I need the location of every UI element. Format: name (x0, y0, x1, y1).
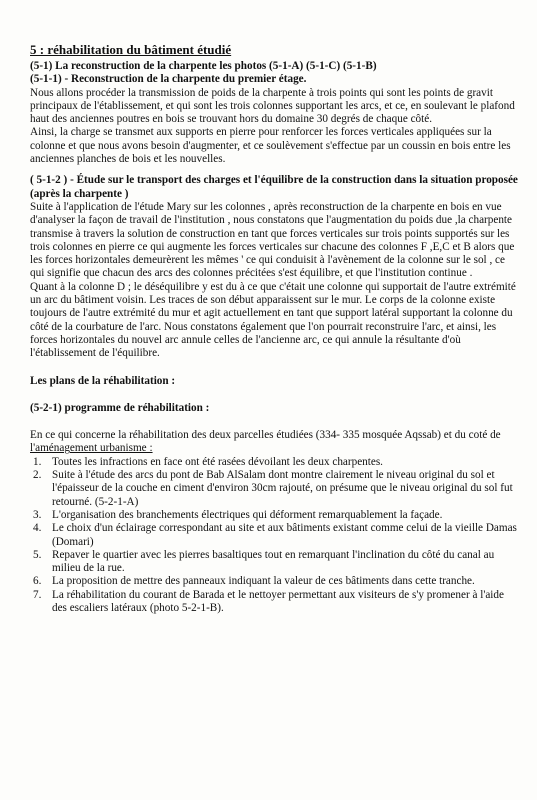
section-title: 5 : réhabilitation du bâtiment étudié (30, 42, 232, 57)
paragraph-2: Ainsi, la charge se transmet aux supports en pierre pour renforcer les forces verticales appliquées sur la colonne et que nous avons besoin d'augmenter, et ce soulèvement s'effectue par un coussin en bois entre les anciennes planches de bois et les nouvelles. (30, 126, 511, 166)
paragraph-1: Nous allons procéder la transmission de poids de la charpente à trois points qui sont les points de gravit principaux de l'établissement, et qui sont les trois colonnes supportant les arcs, et ce, en soulevant le plafond haut des anciennes poutres en bois se trouvant hors du domaine 30 degrés de chaque côté. (30, 86, 515, 126)
list-item-number: 7. (33, 588, 42, 601)
list-item-text: La réhabilitation du courant de Barada et le nettoyer permettant aux visiteurs de s'y promener à l'aide des escaliers latéraux (photo 5-2-1-B). (52, 588, 504, 614)
intro-paragraph (30, 429, 521, 456)
list-item-number: 5. (33, 548, 42, 561)
plans-heading: Les plans de la réhabilitation : (30, 374, 176, 387)
list-item-text: Suite à l'étude des arcs du pont de Bab AlSalam dont montre clairement le niveau original du sol et l'épaisseur de la couche en ciment d'environ 30cm rajouté, on présume que le niveau original du sol fut retourné. (5-2-1-A) (52, 469, 513, 508)
list-item-number: 4. (33, 522, 42, 535)
list-item-number: 2. (33, 469, 42, 482)
list-item-text: L'organisation des branchements électriques qui déforment remarquablement la façade. (52, 508, 443, 521)
list-item-number: 3. (33, 508, 42, 521)
list-item (30, 575, 521, 588)
list-item-text: Le choix d'un éclairage correspondant au site et aux bâtiments existant comme celui de la vieille Damas (Domari) (52, 522, 517, 548)
list-item (30, 589, 521, 616)
rehabilitation-list (30, 456, 521, 616)
list-item-number: 1. (33, 455, 42, 468)
subheading-5-1: (5-1) La reconstruction de la charpente les photos (5-1-A) (5-1-C) (5-1-B) (30, 60, 377, 72)
program-heading: (5-2-1) programme de réhabilitation : (30, 401, 210, 414)
subheading-5-1-2: ( 5-1-2 ) - Étude sur le transport des charges et l'équilibre de la construction dans la situation proposée (après la charpente ) (30, 174, 518, 200)
list-item (30, 509, 521, 522)
list-item (30, 549, 521, 576)
intro-text: En ce qui concerne la réhabilitation des deux parcelles étudiées (334- 335 mosquée Aqssab) et du coté de (30, 429, 501, 442)
list-item-text: Repaver le quartier avec les pierres basaltiques tout en remarquant l'inclination du côté du canal au milieu de la rue. (52, 548, 495, 575)
paragraph-3: Suite à l'application de l'étude Mary sur les colonnes , après reconstruction de la charpente en bois en vue d'analyser la façon de travail de l'institution , nous constatons que l'augmentation du poids due ,la charpente transmise à travers la solution de construction en tant que forces verticales sur trois points supportés sur les trois colonnes en pierre ce qui augmente les forces verticales sur chacune des colonnes F ,E,C et B alors que les forces horizontales demeurèrent les mêmes ' ce qui conduisit à l'avènement de la colonne sur le sol , ce qui signifie que chacun des arcs des colonnes précitées s'est équilibre, et que l'institution continue . (30, 200, 515, 280)
list-item (30, 469, 521, 509)
subheading-5-1-1: (5-1-1) - Reconstruction de la charpente du premier étage. (30, 73, 307, 86)
list-item-number: 6. (33, 575, 42, 588)
list-item-text: La proposition de mettre des panneaux indiquant la valeur de ces bâtiments dans cette tranche. (52, 575, 475, 588)
list-item (30, 456, 521, 469)
list-item (30, 522, 521, 549)
paragraph-4: Quant à la colonne D ; le déséquilibre y est du à ce que c'était une colonne qui supportait de l'autre extrémité un arc du bâtiment voisin. Les traces de son début apparaissent sur le mur. Le corps de la colonne existe toujours de l'autre extrémité du mur et agit actuellement en tant que support latéral supportant la colonne du côté de la courbature de l'arc. Nous constatons également que l'on pourrait reconstruire l'arc, et ainsi, les forces horizontales du nouvel arc annule celles de l'ancienne arc, ce qui annule la résultante d'où l'établissement de l'équilibre. (30, 280, 516, 360)
intro-underlined-text: l'aménagement urbanisme : (30, 442, 153, 455)
list-item-text: Toutes les infractions en face ont été rasées dévoilant les deux charpentes. (52, 455, 383, 468)
